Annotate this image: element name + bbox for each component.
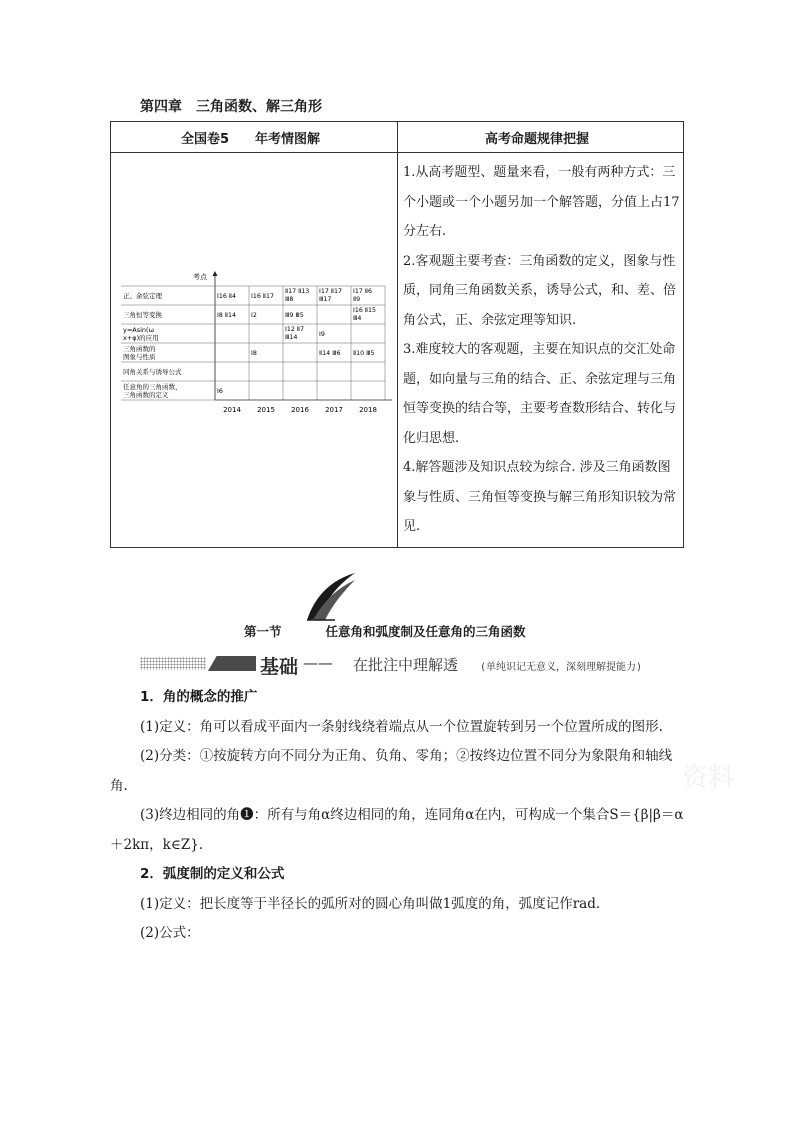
exam-rules-header: 高考命题规律把握 bbox=[485, 132, 590, 147]
cell-value: Ⅲ8 bbox=[285, 296, 294, 303]
y-axis-arrow-icon bbox=[213, 271, 218, 276]
section-name: 任意角和弧度制及任意角的三角函数 bbox=[325, 624, 526, 639]
foundation-banner bbox=[140, 653, 700, 678]
overview-table bbox=[110, 121, 684, 548]
cell-value: Ⅰ17 Ⅱ17 bbox=[319, 288, 342, 295]
exam-rule-item: 1.从高考题型、题量来看，一般有两种方式：三个小题或一个小题另加一个解答题，分值上占17分左右. bbox=[403, 165, 680, 239]
foundation-dash: —— bbox=[303, 654, 333, 672]
subsection-heading: 2．弧度制的定义和公式 bbox=[140, 866, 285, 882]
y-axis-label: 考点 bbox=[193, 273, 207, 281]
subsection-heading: 1．角的概念的推广 bbox=[140, 689, 258, 705]
exam-rule-item: 4.解答题涉及知识点较为综合. 涉及三角函数图象与性质、三角恒等变换与解三角形知识较为常见. bbox=[403, 460, 677, 534]
cell-value: Ⅰ8 bbox=[251, 350, 257, 357]
cell-value: Ⅰ2 bbox=[251, 312, 257, 319]
paragraph: (1)定义：角可以看成平面内一条射线绕着端点从一个位置旋转到另一个位置所成的图形. bbox=[140, 718, 663, 735]
cell-value: Ⅱ17 Ⅱ13 bbox=[285, 288, 310, 295]
exam-rule-item: 3.难度较大的客观题，主要在知识点的交汇处命题，如向量与三角的结合、正、余弦定理与三角恒等变换的结合等，主要考查数形结合、转化与化归思想. bbox=[403, 342, 677, 446]
column-label: 2014 bbox=[223, 406, 241, 414]
row-label: y=Asin(ω bbox=[123, 326, 155, 334]
exam-stats-header: 全国卷5 年考情图解 bbox=[181, 132, 321, 147]
exam-frequency-chart bbox=[117, 264, 392, 424]
row-label: 同角关系与诱导公式 bbox=[123, 368, 182, 376]
column-divider bbox=[397, 122, 398, 547]
row-label: 三角函数的定义 bbox=[123, 391, 169, 399]
lesson-body bbox=[110, 683, 686, 949]
exam-rules-list bbox=[403, 158, 681, 542]
cell-value: Ⅰ16 Ⅱ17 bbox=[251, 293, 274, 300]
section-title bbox=[244, 622, 526, 640]
column-label: 2017 bbox=[325, 406, 343, 414]
cell-value: Ⅲ9 Ⅲ5 bbox=[285, 312, 304, 319]
swoosh-logo-icon bbox=[305, 572, 357, 622]
paragraph: (2)分类：①按旋转方向不同分为正角、负角、零角；②按终边位置不同分为象限角和轴线角. bbox=[110, 748, 673, 794]
cell-value: Ⅰ16 Ⅱ15 bbox=[353, 307, 376, 314]
cell-value: Ⅰ9 bbox=[319, 331, 325, 338]
watermark: 资料 bbox=[682, 763, 735, 793]
row-label: 任意角的三角函数、 bbox=[123, 383, 182, 391]
foundation-note: (单纯识记无意义，深刻理解提能力) bbox=[480, 662, 643, 673]
cell-value: Ⅱ10 Ⅲ5 bbox=[353, 350, 375, 357]
cell-value: Ⅲ17 bbox=[319, 296, 332, 303]
column-label: 2018 bbox=[359, 406, 377, 414]
cell-value: Ⅰ8 Ⅱ14 bbox=[217, 312, 236, 319]
cell-value: Ⅲ14 bbox=[285, 334, 298, 341]
paragraph: (1)定义：把长度等于半径长的弧所对的圆心角叫做1弧度的角，弧度记作rad. bbox=[140, 895, 601, 912]
cell-value: Ⅲ4 bbox=[353, 315, 362, 322]
chapter-header: 第四章 三角函数、解三角形 bbox=[140, 99, 322, 115]
cell-value: Ⅰ12 Ⅱ7 bbox=[285, 326, 304, 333]
row-label: 三角函数的 bbox=[123, 345, 156, 353]
paragraph: (2)公式： bbox=[140, 925, 200, 941]
cell-value: Ⅰ6 bbox=[217, 388, 223, 395]
foundation-label: 基础 bbox=[260, 656, 299, 678]
row-label: 正、余弦定理 bbox=[123, 292, 162, 300]
cell-value: Ⅰ16 Ⅱ4 bbox=[217, 293, 236, 300]
row-label: 图象与性质 bbox=[123, 353, 156, 361]
column-label: 2016 bbox=[291, 406, 309, 414]
exam-rule-item: 2.客观题主要考查：三角函数的定义，图象与性质，同角三角函数关系，诱导公式，和、差、倍角公式，正、余弦定理等知识. bbox=[403, 253, 677, 328]
stripe-icon bbox=[208, 656, 256, 671]
dot-pattern-icon bbox=[140, 657, 206, 670]
foundation-subtitle: 在批注中理解透 bbox=[353, 656, 459, 674]
cell-value: Ⅱ14 Ⅲ6 bbox=[319, 350, 341, 357]
column-label: 2015 bbox=[257, 406, 275, 414]
cell-value: Ⅰ17 Ⅱ6 bbox=[353, 288, 372, 295]
row-label: x+φ)的应用 bbox=[123, 334, 159, 342]
cell-value: Ⅱ9 bbox=[353, 296, 361, 303]
exam-frequency-chart-svg bbox=[117, 264, 392, 424]
paragraph: (3)终边相同的角❶：所有与角α终边相同的角，连同角α在内，可构成一个集合S＝{β|β＝α＋2kπ，k∈Z}. bbox=[110, 807, 684, 853]
row-label: 三角恒等变换 bbox=[123, 311, 162, 319]
section-number: 第一节 bbox=[244, 624, 282, 639]
